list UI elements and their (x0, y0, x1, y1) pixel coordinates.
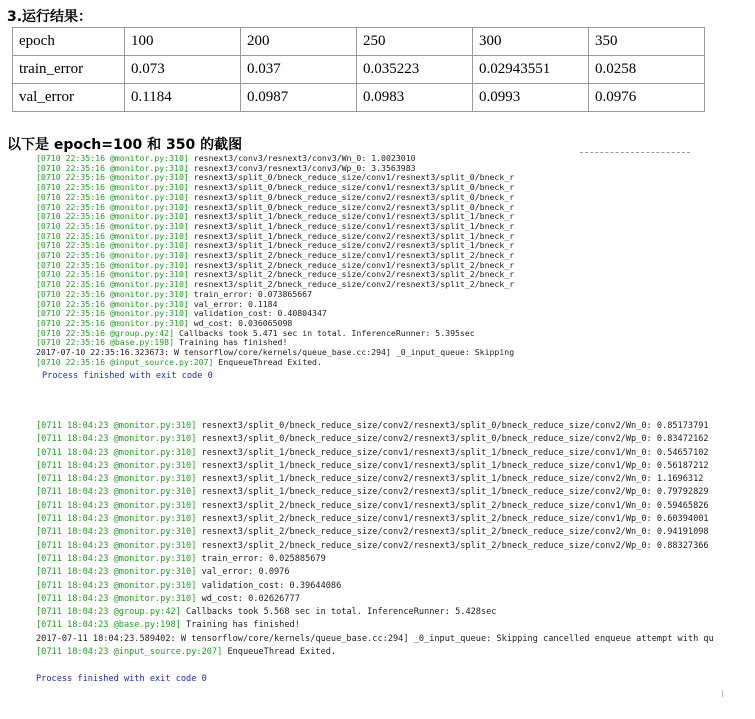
log-message: wd_cost: 0.02626777 (196, 593, 300, 604)
results-heading: 3.运行结果： (7, 9, 93, 25)
log-message: Callbacks took 5.568 sec in total. InferenceRunner: 5.428sec (180, 607, 497, 618)
log-line (36, 646, 724, 659)
log-prefix: [0711 18:04:23 @monitor.py:310] (36, 447, 197, 458)
log-line (36, 500, 724, 513)
table-cell: 0.0976 (589, 84, 705, 112)
log-message: resnext3/split_1/bneck_reduce_size/conv1/resnext3/split_1/bneck_r (188, 220, 515, 231)
results-table (12, 27, 705, 112)
console-output-epoch-100 (36, 154, 686, 367)
table-cell: 0.0983 (357, 84, 473, 112)
log-prefix: [0711 18:04:23 @group.py:42] (36, 607, 181, 618)
log-prefix: [0710 22:35:16 @monitor.py:310] (36, 172, 189, 183)
table-cell: 300 (473, 28, 589, 56)
log-line (36, 447, 724, 460)
log-prefix: [0710 22:35:16 @monitor.py:310] (36, 269, 189, 280)
log-prefix: [0710 22:35:16 @monitor.py:310] (36, 317, 189, 328)
log-message: resnext3/split_1/bneck_reduce_size/conv2/resnext3/split_1/bneck_r (188, 240, 515, 251)
log-prefix: [0710 22:35:16 @monitor.py:310] (36, 201, 189, 212)
log-line (36, 486, 724, 499)
log-message: val_error: 0.0976 (196, 567, 290, 578)
log-line (36, 460, 724, 473)
log-prefix: [0710 22:35:16 @monitor.py:310] (36, 259, 189, 270)
log-line (36, 593, 724, 606)
table-cell: 200 (241, 28, 357, 56)
table-cell: 350 (589, 28, 705, 56)
log-prefix: [0711 18:04:23 @input_source.py:207] (36, 647, 223, 658)
log-message: Callbacks took 5.471 sec in total. InferenceRunner: 5.395sec (174, 327, 475, 338)
log-prefix: [0711 18:04:23 @monitor.py:310] (36, 421, 197, 431)
table-row (13, 56, 705, 84)
log-prefix: [0711 18:04:23 @monitor.py:310] (36, 487, 197, 498)
log-message: Training has finished! (174, 337, 288, 348)
log-message: resnext3/split_2/bneck_reduce_size/conv1/resnext3/split_2/bneck_r (188, 250, 515, 261)
log-prefix: [0710 22:35:16 @monitor.py:310] (36, 288, 189, 299)
log-prefix: [0711 18:04:23 @base.py:198] (36, 620, 181, 631)
log-line (36, 420, 724, 433)
table-cell: 250 (357, 28, 473, 56)
log-prefix: [0710 22:35:16 @monitor.py:310] (36, 182, 189, 193)
log-message: resnext3/split_1/bneck_reduce_size/conv2/resnext3/split_1/bneck_r (188, 230, 515, 241)
log-message: resnext3/split_0/bneck_reduce_size/conv2/resnext3/split_0/bneck_reduce_size/conv2/Wp_0: 0.83472162 (196, 434, 709, 445)
log-message: resnext3/conv3/resnext3/conv3/Wp_0: 3.3563983 (188, 162, 416, 173)
log-message: resnext3/split_2/bneck_reduce_size/conv1/resnext3/split_2/bneck_reduce_size/conv1/Wp_0: 0.60394001 (196, 514, 709, 525)
log-message: resnext3/split_1/bneck_reduce_size/conv1/resnext3/split_1/bneck_reduce_size/conv1/Wn_0: 0.54657102 (196, 447, 709, 458)
log-message: val_error: 0.1184 (188, 298, 278, 309)
log-prefix: [0711 18:04:23 @monitor.py:310] (36, 514, 197, 525)
table-cell: 0.1184 (125, 84, 241, 112)
log-line (36, 566, 724, 579)
log-prefix: [0711 18:04:23 @monitor.py:310] (36, 434, 197, 445)
log-message: resnext3/split_1/bneck_reduce_size/conv2/resnext3/split_1/bneck_reduce_size/conv2/Wp_0: 0.79792829 (196, 487, 709, 498)
table-row-header-cell: epoch (13, 28, 125, 56)
log-message: 2017-07-10 22:35:16.323673: W tensorflow/core/kernels/queue_base.cc:294] _0_input_queue: Skipping (36, 347, 515, 358)
table-cell: 100 (125, 28, 241, 56)
log-message: resnext3/split_2/bneck_reduce_size/conv2/resnext3/split_2/bneck_reduce_size/conv2/Wn_0: 0.94191098 (196, 527, 709, 538)
log-message: validation_cost: 0.39644086 (196, 580, 342, 591)
log-message: resnext3/split_1/bneck_reduce_size/conv1/resnext3/split_1/bneck_r (188, 211, 515, 222)
table-row (13, 84, 705, 112)
log-message: train_error: 0.073865667 (188, 288, 313, 299)
console-output-epoch-350 (36, 420, 724, 659)
log-message: EnqueueThread Exited. (222, 647, 337, 658)
log-message: resnext3/conv3/resnext3/conv3/Wn_0: 1.0023010 (188, 154, 416, 163)
log-message: resnext3/split_0/bneck_reduce_size/conv2/resnext3/split_0/bneck_reduce_size/conv2/Wn_0: 0.85173791 (196, 421, 709, 431)
log-prefix: [0711 18:04:23 @monitor.py:310] (36, 500, 197, 511)
log-message: Training has finished! (180, 620, 300, 631)
log-prefix: [0710 22:35:16 @monitor.py:310] (36, 298, 189, 309)
table-cell: 0.073 (125, 56, 241, 84)
log-prefix: [0710 22:35:16 @monitor.py:310] (36, 279, 189, 290)
log-prefix: [0710 22:35:16 @monitor.py:310] (36, 230, 189, 241)
log-prefix: [0710 22:35:16 @monitor.py:310] (36, 308, 189, 319)
log-prefix: [0711 18:04:23 @monitor.py:310] (36, 567, 197, 578)
log-line (36, 473, 724, 486)
log-message: EnqueueThread Exited. (213, 356, 322, 367)
log-prefix: [0710 22:35:16 @monitor.py:310] (36, 191, 189, 202)
table-row-header-cell: val_error (13, 84, 125, 112)
log-prefix: [0711 18:04:23 @monitor.py:310] (36, 593, 197, 604)
table-cell: 0.0258 (589, 56, 705, 84)
table-row (13, 28, 705, 56)
log-line (36, 513, 724, 526)
log-message: wd_cost: 0.036065098 (188, 317, 293, 328)
log-message: resnext3/split_2/bneck_reduce_size/conv2/resnext3/split_2/bneck_r (188, 279, 515, 290)
log-line (36, 358, 686, 368)
log-line (36, 633, 724, 646)
log-message: resnext3/split_2/bneck_reduce_size/conv1/resnext3/split_2/bneck_reduce_size/conv1/Wn_0: 0.59465826 (196, 500, 709, 511)
screenshots-heading: 以下是 epoch=100 和 350 的截图 (7, 137, 243, 153)
log-line (36, 526, 724, 539)
log-prefix: [0710 22:35:16 @monitor.py:310] (36, 250, 189, 261)
log-prefix: [0711 18:04:23 @monitor.py:310] (36, 460, 197, 471)
log-message: validation_cost: 0.40804347 (188, 308, 327, 319)
table-cell: 0.0993 (473, 84, 589, 112)
log-prefix: [0710 22:35:16 @input_source.py:207] (36, 356, 214, 367)
log-prefix: [0710 22:35:16 @monitor.py:310] (36, 154, 189, 163)
log-prefix: [0710 22:35:16 @base.py:198] (36, 337, 175, 348)
table-cell: 0.035223 (357, 56, 473, 84)
log-message: resnext3/split_0/bneck_reduce_size/conv1/resnext3/split_0/bneck_r (188, 172, 515, 183)
log-prefix: [0710 22:35:16 @group.py:42] (36, 327, 175, 338)
log-message: train_error: 0.025885679 (196, 553, 326, 564)
table-cell: 0.0987 (241, 84, 357, 112)
process-exit-message-epoch-100: Process finished with exit code 0 (42, 371, 213, 381)
log-message: resnext3/split_2/bneck_reduce_size/conv2/resnext3/split_2/bneck_r (188, 269, 515, 280)
log-prefix: [0710 22:35:16 @monitor.py:310] (36, 162, 189, 173)
process-exit-message-epoch-350: Process finished with exit code 0 (36, 674, 207, 684)
table-cell: 0.037 (241, 56, 357, 84)
edge-tick-mark (722, 690, 723, 697)
table-cell: 0.02943551 (473, 56, 589, 84)
log-line (36, 606, 724, 619)
log-prefix: [0710 22:35:16 @monitor.py:310] (36, 240, 189, 251)
log-message: resnext3/split_2/bneck_reduce_size/conv1/resnext3/split_2/bneck_r (188, 259, 515, 270)
log-message: resnext3/split_2/bneck_reduce_size/conv2/resnext3/split_2/bneck_reduce_size/conv2/Wp_0: 0.88327366 (196, 540, 709, 551)
log-message: resnext3/split_0/bneck_reduce_size/conv2/resnext3/split_0/bneck_r (188, 191, 515, 202)
log-prefix: [0711 18:04:23 @monitor.py:310] (36, 527, 197, 538)
log-message: resnext3/split_1/bneck_reduce_size/conv2/resnext3/split_1/bneck_reduce_size/conv2/Wn_0: 1.1696312 (196, 474, 704, 485)
log-prefix: [0710 22:35:16 @monitor.py:310] (36, 211, 189, 222)
log-line (36, 580, 724, 593)
log-prefix: [0710 22:35:16 @monitor.py:310] (36, 220, 189, 231)
log-prefix: [0711 18:04:23 @monitor.py:310] (36, 474, 197, 485)
log-message: resnext3/split_1/bneck_reduce_size/conv1/resnext3/split_1/bneck_reduce_size/conv1/Wp_0: 0.56187212 (196, 460, 709, 471)
log-message: resnext3/split_0/bneck_reduce_size/conv1/resnext3/split_0/bneck_r (188, 182, 515, 193)
log-message: 2017-07-11 18:04:23.589402: W tensorflow/core/kernels/queue_base.cc:294] _0_input_queue: Skipping cancelled enqueue attempt with qu (36, 633, 714, 644)
log-prefix: [0711 18:04:23 @monitor.py:310] (36, 540, 197, 551)
log-line (36, 553, 724, 566)
log-prefix: [0711 18:04:23 @monitor.py:310] (36, 553, 197, 564)
log-line (36, 619, 724, 632)
log-line (36, 433, 724, 446)
table-row-header-cell: train_error (13, 56, 125, 84)
log-message: resnext3/split_0/bneck_reduce_size/conv2/resnext3/split_0/bneck_r (188, 201, 515, 212)
log-line (36, 540, 724, 553)
log-prefix: [0711 18:04:23 @monitor.py:310] (36, 580, 197, 591)
